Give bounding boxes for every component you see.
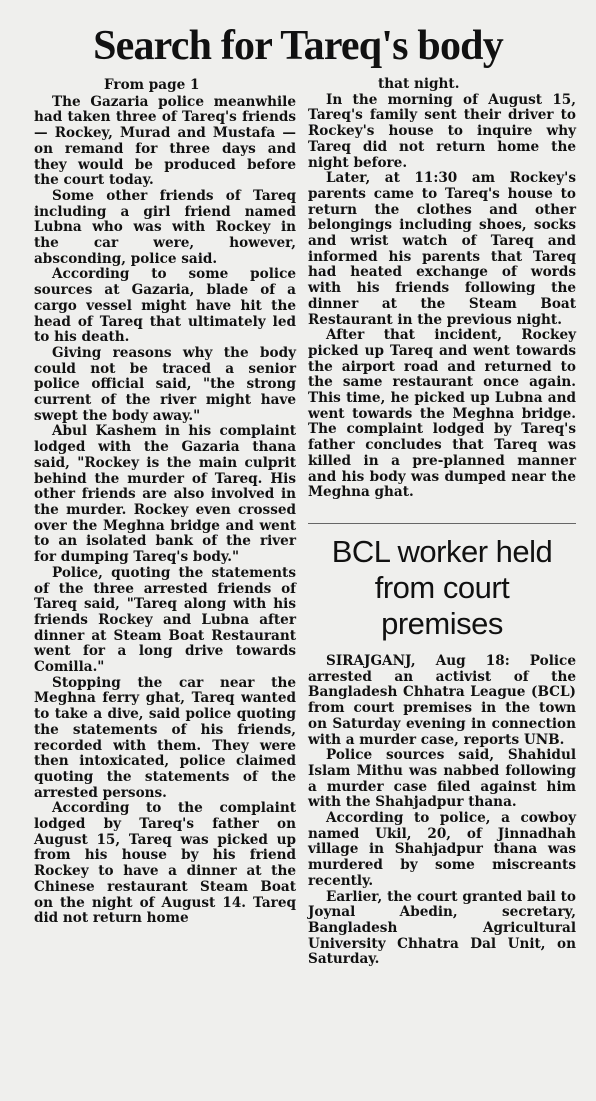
article-paragraph: According to the complaint lodged by Tareq's father on August 15, Tareq was picked up from his house by his friend Rockey to have a dinner at the Chinese restaurant Steam Boat on the night of August 14. Tareq did not return home <box>34 800 296 927</box>
sidebar-headline-line: from court <box>374 569 510 605</box>
article-paragraph: In the morning of August 15, Tareq's family sent their driver to Rockey's house to inquire why Tareq did not return home the night before. <box>308 91 576 171</box>
sidebar-paragraph: SIRAJGANJ, Aug 18: Police arrested an activist of the Bangladesh Chhatra League (BCL) from court premises in the town on Saturday evening in connection with a murder case, reports UNB. <box>308 652 576 748</box>
from-page-note: From page 1 <box>104 77 200 93</box>
sidebar-paragraph: According to police, a cowboy named Ukil, 20, of Jinnadhah village in Shahjadpur thana was murdered by some miscreants recently. <box>308 810 576 889</box>
article-paragraph: After that incident, Rockey picked up Tareq and went towards the airport road and returned to the same restaurant once again. This time, he picked up Lubna and went towards the Meghna bridge. The complaint lodged by Tareq's father concludes that Tareq was killed in a pre-planned manner and his body was dumped near the Meghna ghat. <box>308 327 576 501</box>
left-column <box>34 78 296 927</box>
sidebar-paragraph: Earlier, the court granted bail to Joynal Abedin, secretary, Bangladesh Agricultural University Chhatra Dal Unit, on Saturday. <box>308 888 576 968</box>
article-headline: Search for Tareq's body <box>93 23 503 69</box>
article-paragraph: According to some police sources at Gazaria, blade of a cargo vessel might have hit the head of Tareq that ultimately led to his death. <box>34 266 296 346</box>
article-paragraph: Giving reasons why the body could not be traced a senior police official said, "the strong current of the river might have swept the body away." <box>34 344 296 424</box>
article-paragraph: Abul Kashem in his complaint lodged with the Gazaria thana said, "Rockey is the main culprit behind the murder of Tareq. His other friends are also involved in the murder. Rockey even crossed over the Meghna bridge and went to an isolated bank of the river for dumping Tareq's body." <box>34 423 296 566</box>
story-divider <box>308 523 576 524</box>
article-continuation: that night. <box>378 76 460 92</box>
sidebar-headline-line: BCL worker held <box>331 533 553 569</box>
article-paragraph: Stopping the car near the Meghna ferry ghat, Tareq wanted to take a dive, said police quoting the statements of his friends, recorded with them. They were then intoxicated, police claimed quoting the statements of the arrested persons. <box>34 674 296 801</box>
article-paragraph: Later, at 11:30 am Rockey's parents came to Tareq's house to return the clothes and other belongings including shoes, socks and wrist watch of Tareq and informed his parents that Tareq had heated exchange of words with his friends following the dinner at the Steam Boat Restaurant in the previous night. <box>308 170 576 328</box>
sidebar-headline-line: premises <box>381 605 503 641</box>
right-column <box>308 77 576 968</box>
sidebar-paragraph: Police sources said, Shahidul Islam Mithu was nabbed following a murder case filed against him with the Shahjadpur thana. <box>308 747 576 811</box>
article-paragraph: Police, quoting the statements of the three arrested friends of Tareq said, "Tareq along with his friends Rockey and Lubna after dinner at Steam Boat Restaurant went for a long drive towards Comilla." <box>34 564 296 676</box>
article-paragraph: The Gazaria police meanwhile had taken three of Tareq's friends — Rockey, Murad and Mustafa — on remand for three days and they would be produced before the court today. <box>34 93 296 189</box>
sidebar-headline <box>308 534 576 642</box>
article-paragraph: Some other friends of Tareq including a girl friend named Lubna who was with Rockey in the car were, however, absconding, police said. <box>34 187 296 267</box>
